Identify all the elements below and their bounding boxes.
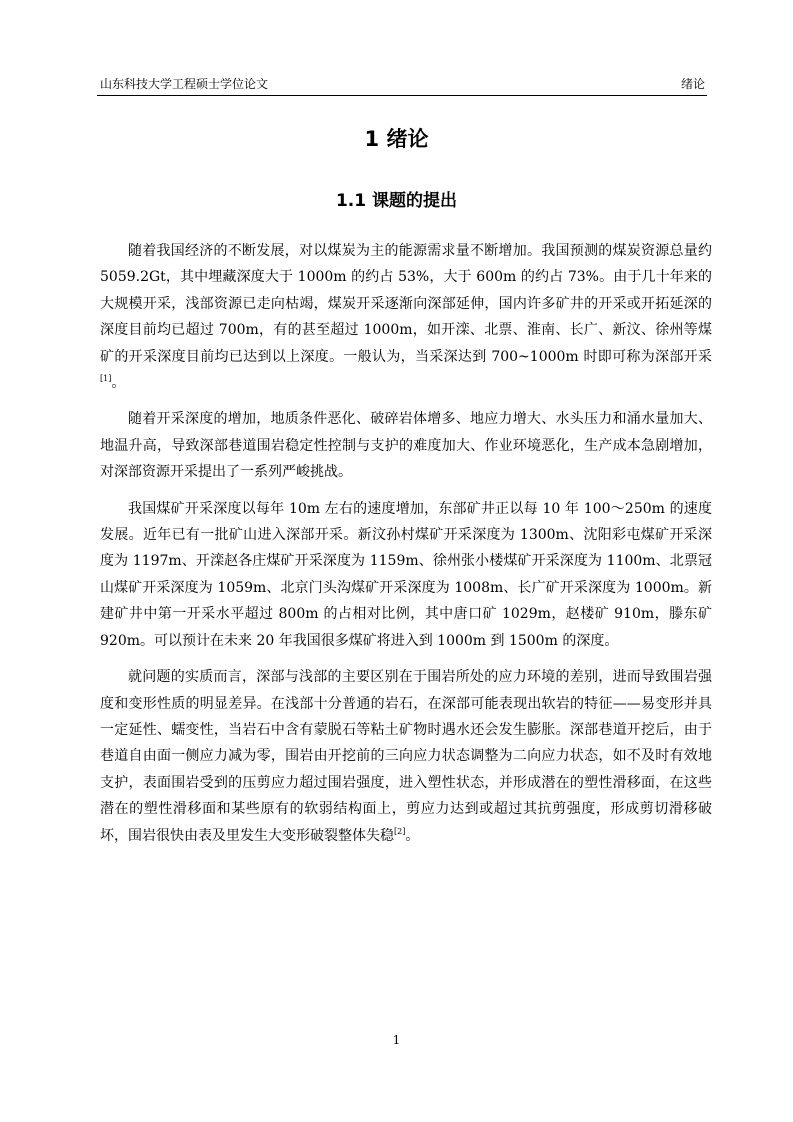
paragraph-text: 随着开采深度的增加，地质条件恶化、破碎岩体增多、地应力增大、水头压力和涌水量加大、地温升高，导致深部巷道围岩稳定性控制与支护的难度加大、作业环境恶化，生产成本急剧增加，对深部资源开采提出了一系列严峻挑战。 xyxy=(100,411,712,481)
paragraph xyxy=(100,238,712,396)
header-divider xyxy=(97,95,707,96)
page-number: 1 xyxy=(392,1033,401,1047)
paragraph-tail: 。 xyxy=(111,375,126,392)
paragraph-text: 就问题的实质而言，深部与浅部的主要区别在于围岩所处的应力环境的差别，进而导致围岩强度和变形性质的明显差异。在浅部十分普通的岩石，在深部可能表现出软岩的特征——易变形并具一定延性、蠕变性，当岩石中含有蒙脱石等粘土矿物时遇水还会发生膨胀。深部巷道开挖后，由于巷道自由面一侧应力减为零，围岩由开挖前的三向应力状态调整为二向应力状态，如不及时有效地支护，表面围岩受到的压剪应力超过围岩强度，进入塑性状态，并形成潜在的塑性滑移面，在这些潜在的塑性滑移面和某些原有的软弱结构面上，剪应力达到或超过其抗剪强度，形成剪切滑移破坏，围岩很快由表及里发生大变形破裂整体失稳 xyxy=(100,669,712,844)
header-thesis-title: 山东科技大学工程硕士学位论文 xyxy=(100,77,269,91)
paragraph-text: 随着我国经济的不断发展，对以煤炭为主的能源需求量不断增加。我国预测的煤炭资源总量约 5059.2Gt，其中埋藏深度大于 1000m 的约占 53%，大于 600m 的约占 73%。由于几十年来的大规模开采，浅部资源已走向枯竭，煤炭开采逐渐向深部延伸，国内许多矿井的开采或开拓延深的深度目前均已超过 700m，有的甚至超过 1000m，如开滦、北票、淮南、长广、新汶、徐州等煤矿的开采深度目前均已达到以上深度。一般认为，当采深达到 700~1000m 时即可称为深部开采 xyxy=(100,243,712,365)
body-text xyxy=(100,238,712,859)
header-chapter-name: 绪论 xyxy=(680,77,705,91)
paragraph xyxy=(100,496,712,654)
paragraph xyxy=(100,664,712,849)
page-header xyxy=(100,76,705,94)
section-title: 1.1 课题的提出 xyxy=(335,191,458,211)
citation-ref[interactable]: [2] xyxy=(394,826,406,836)
paragraph-tail: 。 xyxy=(405,827,420,844)
paragraph xyxy=(100,406,712,485)
paragraph-text: 我国煤矿开采深度以每年 10m 左右的速度增加，东部矿井正以每 10 年 100～250m 的速度发展。近年已有一批矿山进入深部开采。新汶孙村煤矿开采深度为 1300m、沈阳彩屯煤矿开采深度为 1197m、开滦赵各庄煤矿开采深度为 1159m、徐州张小楼煤矿开采深度为 1100m、北票冠山煤矿开采深度为 1059m、北京门头沟煤矿开采深度为 1008m、长广矿开采深度为 1000m。新建矿井中第一开采水平超过 800m 的占相对比例，其中唐口矿 1029m，赵楼矿 910m，滕东矿 920m。可以预计在未来 20 年我国很多煤矿将进入到 1000m 到 1500m 的深度。 xyxy=(100,500,712,649)
citation-ref[interactable]: [1] xyxy=(100,374,112,384)
chapter-title: 1 绪论 xyxy=(364,127,429,151)
